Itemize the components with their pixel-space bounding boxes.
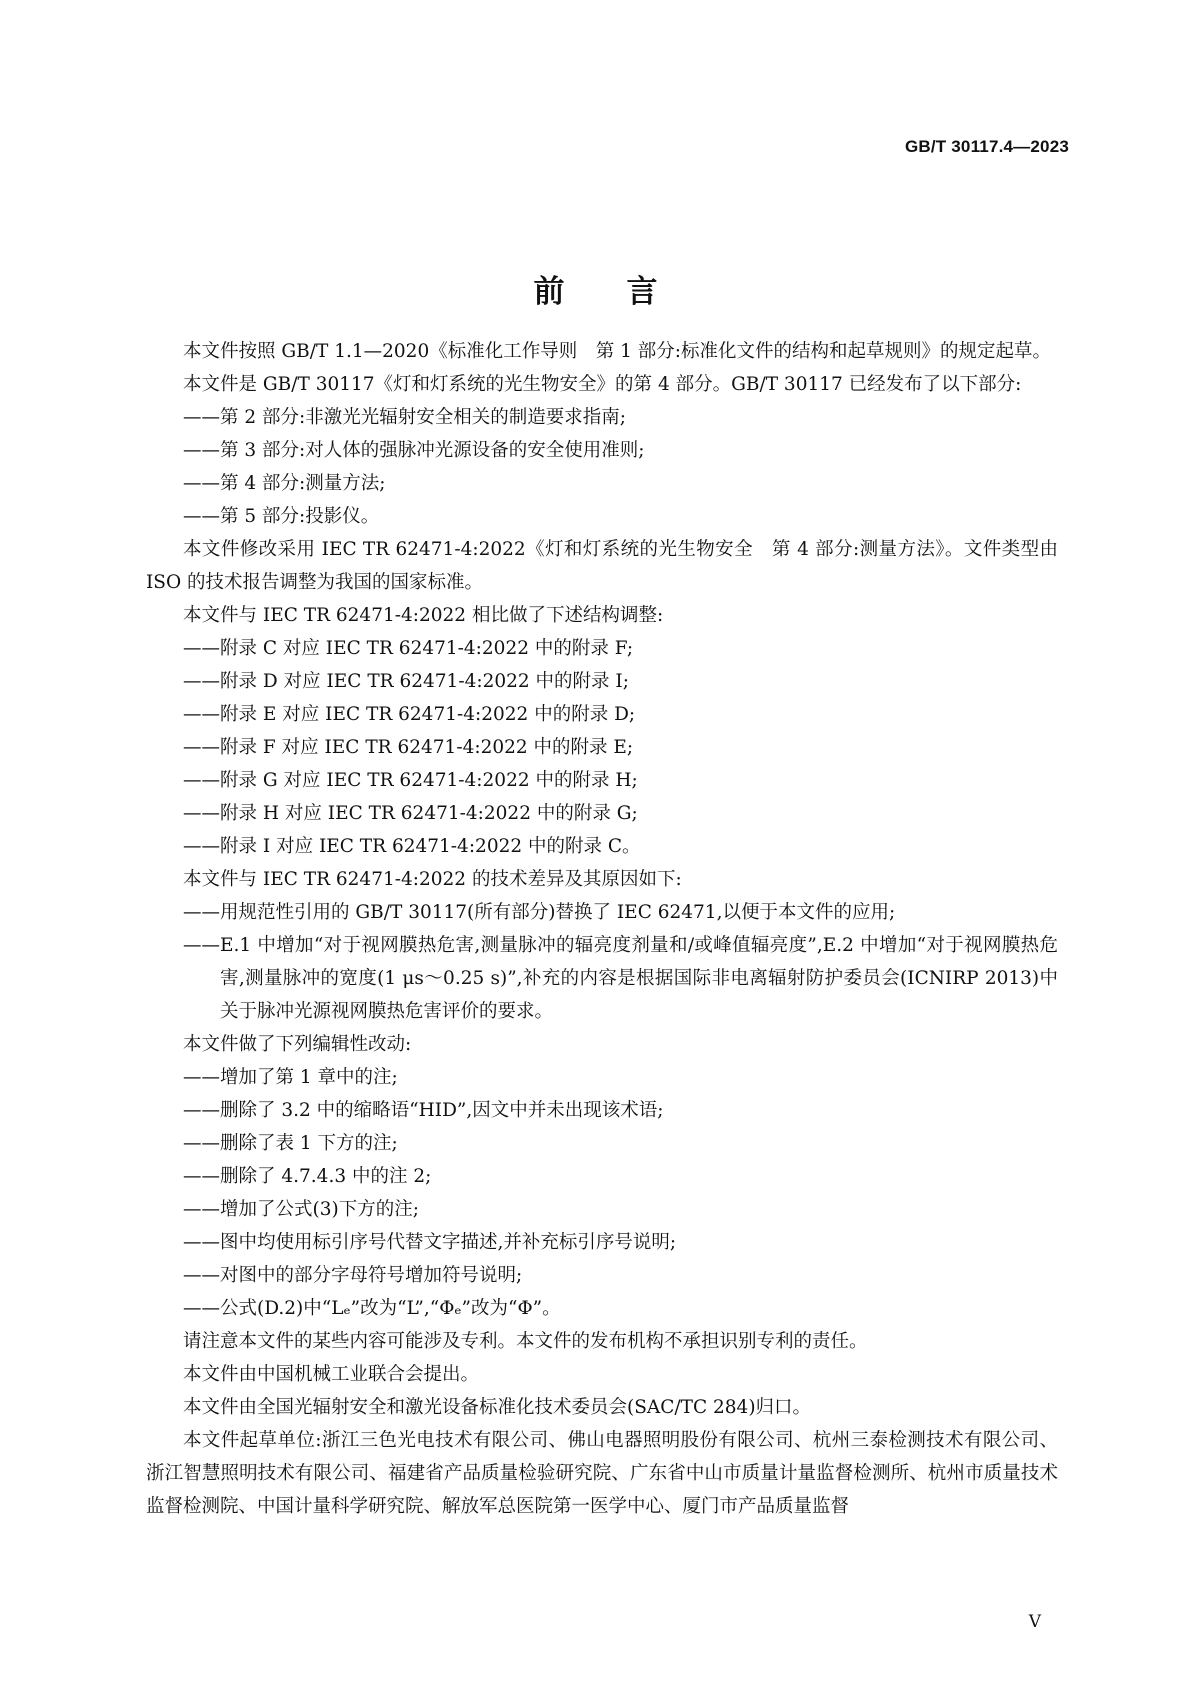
list-item: ——第 4 部分:测量方法; bbox=[183, 473, 386, 494]
list-item: ——附录 F 对应 IEC TR 62471-4:2022 中的附录 E; bbox=[183, 737, 634, 758]
paragraph: 本文件由中国机械工业联合会提出。 bbox=[183, 1364, 480, 1385]
list-item: ——公式(D.2)中“Lₑ”改为“L”,“Φₑ”改为“Φ”。 bbox=[183, 1298, 561, 1319]
list-item: ——第 2 部分:非激光光辐射安全相关的制造要求指南; bbox=[183, 407, 626, 428]
paragraph: 本文件修改采用 IEC TR 62471-4:2022《灯和灯系统的光生物安全 第 4 部分:测量方法》。文件类型由 ISO 的技术报告调整为我国的国家标准。 bbox=[146, 539, 1058, 593]
paragraph: 本文件起草单位:浙江三色光电技术有限公司、佛山电器照明股份有限公司、杭州三泰检测技术有限公司、浙江智慧照明技术有限公司、福建省产品质量检验研究院、广东省中山市质量计量监督检测所、杭州市质量技术监督检测院、中国计量科学研究院、解放军总医院第一医学中心、厦门市产品质量监督 bbox=[146, 1430, 1058, 1517]
paragraph: 本文件与 IEC TR 62471-4:2022 相比做了下述结构调整: bbox=[183, 605, 664, 626]
list-item: ——删除了 3.2 中的缩略语“HID”,因文中并未出现该术语; bbox=[183, 1100, 664, 1121]
list-item: ——删除了 4.7.4.3 中的注 2; bbox=[183, 1166, 432, 1187]
preface-body bbox=[146, 335, 1058, 1523]
list-item: ——附录 E 对应 IEC TR 62471-4:2022 中的附录 D; bbox=[183, 704, 636, 725]
list-item: ——第 3 部分:对人体的强脉冲光源设备的安全使用准则; bbox=[183, 440, 645, 461]
list-item: ——图中均使用标引序号代替文字描述,并补充标引序号说明; bbox=[183, 1232, 677, 1253]
list-item: ——附录 G 对应 IEC TR 62471-4:2022 中的附录 H; bbox=[183, 770, 638, 791]
paragraph: 本文件是 GB/T 30117《灯和灯系统的光生物安全》的第 4 部分。GB/T 30117 已经发布了以下部分: bbox=[183, 374, 1022, 395]
list-item: ——附录 C 对应 IEC TR 62471-4:2022 中的附录 F; bbox=[183, 638, 634, 659]
paragraph: 本文件由全国光辐射安全和激光设备标准化技术委员会(SAC/TC 284)归口。 bbox=[183, 1397, 812, 1418]
list-item: ——增加了第 1 章中的注; bbox=[183, 1067, 398, 1088]
page-title: 前言 bbox=[533, 273, 720, 310]
list-item: ——E.1 中增加“对于视网膜热危害,测量脉冲的辐亮度剂量和/或峰值辐亮度”,E.2 中增加“对于视网膜热危害,测量脉冲的宽度(1 μs～0.25 s)”,补充的内容是根据国际非电离辐射防护委员会(ICNIRP 2013)中关于脉冲光源视网膜热危害评价的要求。 bbox=[183, 935, 1058, 1022]
document-code: GB/T 30117.4—2023 bbox=[904, 137, 1069, 156]
list-item: ——附录 I 对应 IEC TR 62471-4:2022 中的附录 C。 bbox=[183, 836, 641, 857]
paragraph: 本文件做了下列编辑性改动: bbox=[183, 1034, 412, 1055]
paragraph: 请注意本文件的某些内容可能涉及专利。本文件的发布机构不承担识别专利的责任。 bbox=[183, 1331, 868, 1352]
list-item: ——用规范性引用的 GB/T 30117(所有部分)替换了 IEC 62471,以便于本文件的应用; bbox=[183, 902, 896, 923]
list-item: ——删除了表 1 下方的注; bbox=[183, 1133, 398, 1154]
list-item: ——增加了公式(3)下方的注; bbox=[183, 1199, 419, 1220]
list-item: ——对图中的部分字母符号增加符号说明; bbox=[183, 1265, 523, 1286]
page-number: V bbox=[1028, 1612, 1041, 1632]
list-item: ——第 5 部分:投影仪。 bbox=[183, 506, 380, 527]
list-item: ——附录 D 对应 IEC TR 62471-4:2022 中的附录 I; bbox=[183, 671, 629, 692]
list-item: ——附录 H 对应 IEC TR 62471-4:2022 中的附录 G; bbox=[183, 803, 638, 824]
paragraph: 本文件按照 GB/T 1.1—2020《标准化工作导则 第 1 部分:标准化文件的结构和起草规则》的规定起草。 bbox=[183, 341, 1051, 362]
paragraph: 本文件与 IEC TR 62471-4:2022 的技术差异及其原因如下: bbox=[183, 869, 682, 890]
